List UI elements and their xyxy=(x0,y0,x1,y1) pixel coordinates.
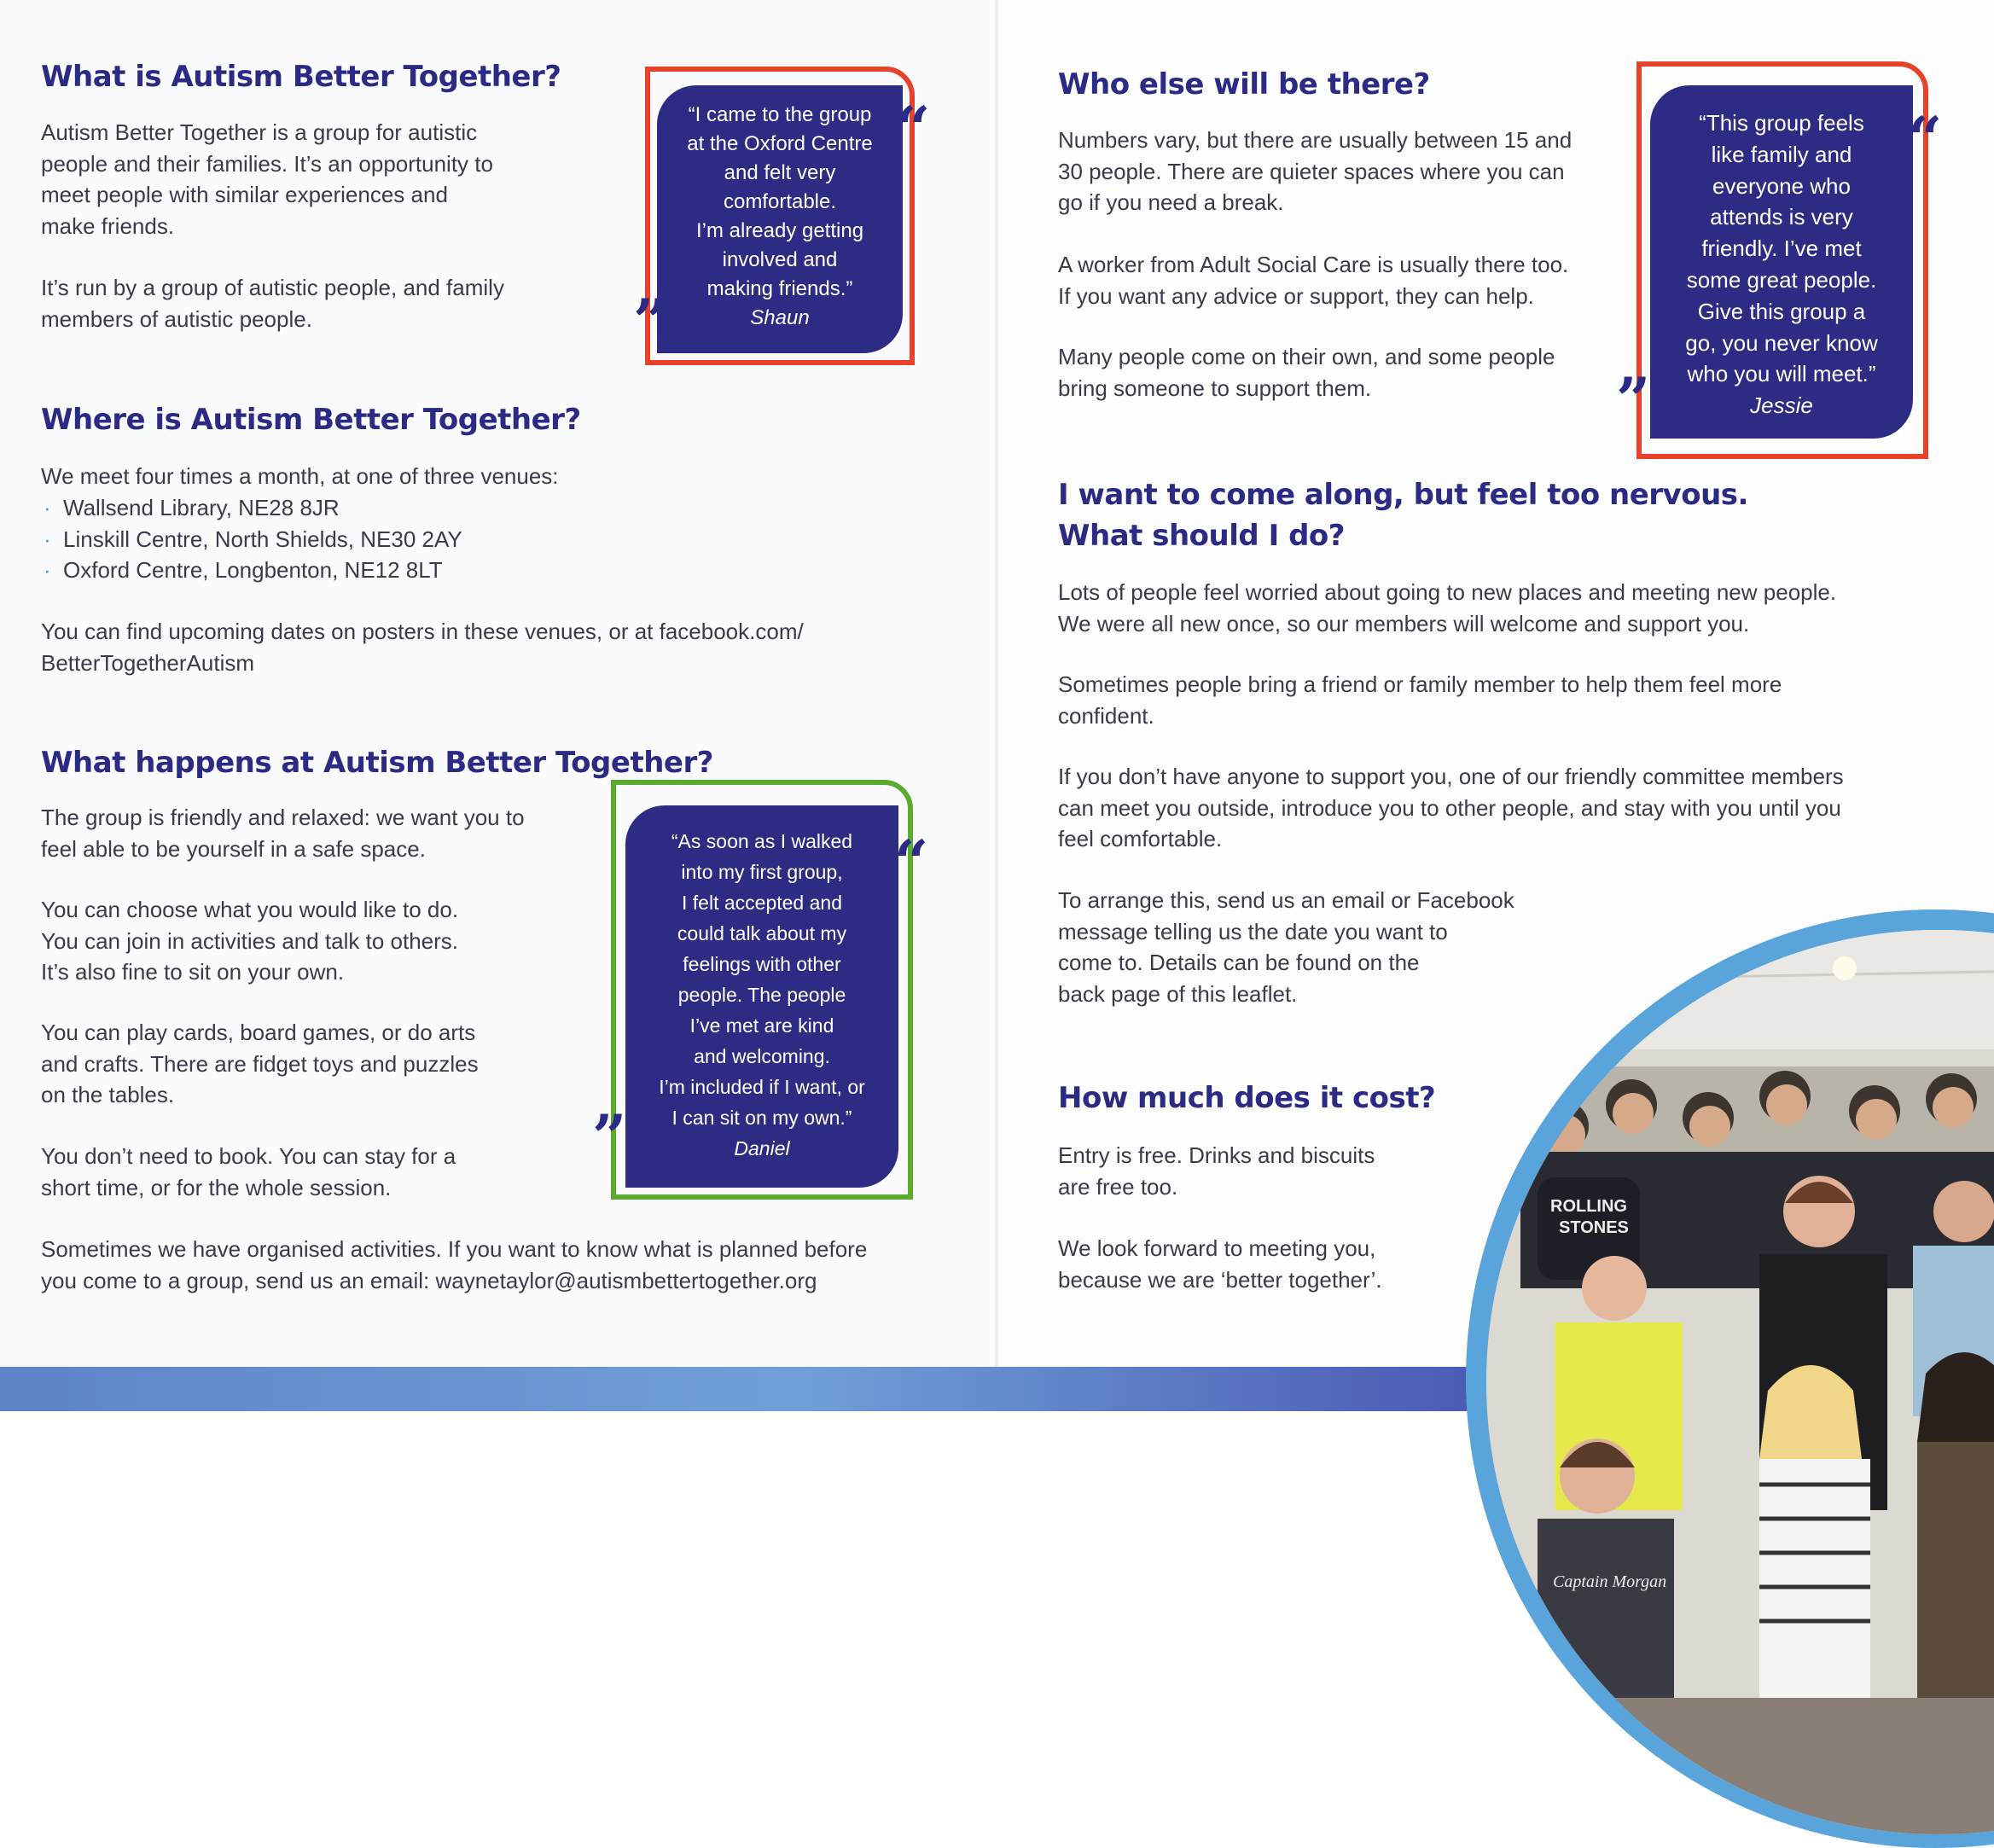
venue-item xyxy=(41,524,462,555)
text-line: meet people with similar experiences and xyxy=(41,182,448,207)
quote-line: some great people. xyxy=(1686,266,1877,293)
quote-line: could talk about my xyxy=(677,922,847,944)
who-else-paragraph-1 xyxy=(1058,125,1572,218)
text-line: Sometimes people bring a friend or family member to help them feel more xyxy=(1058,671,1782,697)
text-line: feel comfortable. xyxy=(1058,826,1223,851)
quote-line: go, you never know xyxy=(1685,329,1878,356)
quote-author: Jessie xyxy=(1750,392,1813,419)
happens-paragraph-5 xyxy=(41,1234,867,1296)
quote-line: friendly. I’ve met xyxy=(1701,235,1862,262)
text-line: message telling us the date you want to xyxy=(1058,918,1448,944)
text-line: If you want any advice or support, they can help. xyxy=(1058,282,1534,309)
quote-author: Shaun xyxy=(750,306,810,329)
heading-line: I want to come along, but feel too nervous. xyxy=(1058,478,1748,512)
text-line: A worker from Adult Social Care is usually there too. xyxy=(1058,252,1569,277)
heading-nervous xyxy=(1058,474,1748,556)
close-quote-icon: ” xyxy=(633,286,668,357)
heading-cost: How much does it cost? xyxy=(1058,1081,1436,1115)
bullet-icon: · xyxy=(44,526,51,552)
text-line: can meet you outside, introduce you to other people, and stay with you until you xyxy=(1058,794,1841,821)
nervous-paragraph-4 xyxy=(1058,885,1514,1009)
nervous-paragraph-3 xyxy=(1058,761,1844,855)
text-line: and crafts. There are fidget toys and puzzles xyxy=(41,1050,479,1077)
text-line: You can play cards, board games, or do arts xyxy=(41,1020,476,1045)
quote-line: and welcoming. xyxy=(694,1045,830,1067)
text-line: go if you need a break. xyxy=(1058,189,1284,215)
quote-line: Give this group a xyxy=(1697,298,1866,324)
page-fold xyxy=(995,0,998,1411)
happens-paragraph-3 xyxy=(41,1017,479,1111)
text-line: You can choose what you would like to do. xyxy=(41,897,459,922)
photo-text: ROLLING xyxy=(1550,1197,1627,1216)
nervous-paragraph-1 xyxy=(1058,577,1836,639)
quote-line: who you will meet.” xyxy=(1687,361,1876,387)
text-line: Many people come on their own, and some people xyxy=(1058,344,1555,369)
text-line: 30 people. There are quieter spaces where you can xyxy=(1058,158,1565,184)
quote-box-shaun xyxy=(657,85,903,353)
text-line: confident. xyxy=(1058,702,1154,729)
quote-line: “I came to the group xyxy=(688,103,872,126)
text-line: because we are ‘better together’. xyxy=(1058,1266,1382,1293)
text-line: Lots of people feel worried about going to new places and meeting new people. xyxy=(1058,579,1837,605)
text-line: You can join in activities and talk to others. xyxy=(41,927,458,954)
quote-line: and felt very xyxy=(724,161,836,184)
heading-who-else: Who else will be there? xyxy=(1058,67,1430,102)
text-line: It’s also fine to sit on your own. xyxy=(41,959,345,985)
text-line: you come to a group, send us an email: waynetaylor@autismbettertogether.org xyxy=(41,1267,817,1293)
text-line: Numbers vary, but there are usually between 15 and xyxy=(1058,127,1573,153)
quote-line: “This group feels xyxy=(1699,110,1864,136)
quote-line: I can sit on my own.” xyxy=(671,1107,852,1129)
heading-where-is: Where is Autism Better Together? xyxy=(41,403,581,437)
venue-item xyxy=(41,492,462,524)
text-line: We were all new once, so our members will welcome and support you. xyxy=(1058,610,1750,636)
quote-author: Daniel xyxy=(734,1137,790,1159)
who-else-paragraph-2 xyxy=(1058,249,1568,311)
bullet-icon: · xyxy=(44,557,51,583)
text-line: on the tables. xyxy=(41,1082,175,1107)
venue-label: Linskill Centre, North Shields, NE30 2AY xyxy=(63,526,462,552)
quote-line: I’m already getting xyxy=(695,219,864,242)
quote-line: I’m included if I want, or xyxy=(659,1076,865,1098)
quote-line: feelings with other xyxy=(683,953,841,975)
open-quote-icon: “ xyxy=(894,827,929,898)
quote-line: attends is very xyxy=(1710,204,1853,230)
text-line: people and their families. It’s an opportunity to xyxy=(41,150,493,177)
who-else-paragraph-3 xyxy=(1058,341,1555,404)
what-is-paragraph-2 xyxy=(41,272,504,334)
text-line: Sometimes we have organised activities. If you want to know what is planned before xyxy=(41,1236,868,1262)
quote-line: into my first group, xyxy=(681,861,843,883)
bullet-icon: · xyxy=(44,495,51,520)
open-quote-icon: “ xyxy=(896,93,931,164)
quote-line: I’ve met are kind xyxy=(689,1014,834,1037)
text-line: come to. Details can be found on the xyxy=(1058,950,1420,975)
quote-line: comfortable. xyxy=(723,190,837,213)
venue-list xyxy=(41,492,462,586)
happens-paragraph-1 xyxy=(41,802,525,864)
close-quote-icon: ” xyxy=(1616,364,1651,435)
text-line: Entry is free. Drinks and biscuits xyxy=(1058,1142,1375,1168)
quote-line: people. The people xyxy=(677,984,846,1006)
quote-line: at the Oxford Centre xyxy=(687,132,873,155)
text-line: bring someone to support them. xyxy=(1058,375,1372,401)
text-line: BetterTogetherAutism xyxy=(41,649,255,676)
text-line: members of autistic people. xyxy=(41,305,312,332)
text-line: You can find upcoming dates on posters in these venues, or at facebook.com/ xyxy=(41,619,804,644)
text-line: We look forward to meeting you, xyxy=(1058,1235,1376,1261)
text-line: The group is friendly and relaxed: we want you to xyxy=(41,805,525,830)
happens-paragraph-4 xyxy=(41,1141,456,1203)
text-line: make friends. xyxy=(41,212,175,239)
photo-text: Captain Morgan xyxy=(1553,1572,1667,1591)
quote-line: involved and xyxy=(722,248,838,271)
quote-line: making friends.” xyxy=(706,277,853,300)
cost-paragraph-1 xyxy=(1058,1140,1375,1202)
close-quote-icon: ” xyxy=(592,1101,627,1172)
text-line: are free too. xyxy=(1058,1173,1178,1200)
text-line: It’s run by a group of autistic people, and family xyxy=(41,275,504,300)
quote-line: I felt accepted and xyxy=(682,892,842,914)
heading-line: What should I do? xyxy=(1058,519,1345,553)
where-dates-paragraph xyxy=(41,616,804,678)
quote-line: “As soon as I walked xyxy=(671,830,853,852)
what-is-paragraph-1 xyxy=(41,117,493,241)
quote-line: like family and xyxy=(1711,141,1852,167)
text-line: back page of this leaflet. xyxy=(1058,980,1298,1007)
quote-box-daniel xyxy=(625,805,898,1188)
venue-label: Wallsend Library, NE28 8JR xyxy=(63,495,340,520)
quote-line: everyone who xyxy=(1712,172,1851,199)
photo-text: STONES xyxy=(1559,1218,1629,1237)
where-intro: We meet four times a month, at one of three venues: xyxy=(41,463,559,489)
text-line: You don’t need to book. You can stay for a xyxy=(41,1143,456,1169)
text-line: To arrange this, send us an email or Facebook xyxy=(1058,887,1514,913)
nervous-paragraph-2 xyxy=(1058,669,1782,731)
happens-paragraph-2 xyxy=(41,894,458,988)
text-line: short time, or for the whole session. xyxy=(41,1174,392,1200)
text-line: feel able to be yourself in a safe space. xyxy=(41,835,426,862)
text-line: If you don’t have anyone to support you, one of our friendly committee members xyxy=(1058,764,1844,789)
venue-item xyxy=(41,555,462,586)
open-quote-icon: “ xyxy=(1908,103,1943,174)
heading-what-happens: What happens at Autism Better Together? xyxy=(41,746,713,780)
text-line: Autism Better Together is a group for autistic xyxy=(41,119,478,145)
venue-label: Oxford Centre, Longbenton, NE12 8LT xyxy=(63,557,443,583)
heading-what-is: What is Autism Better Together? xyxy=(41,60,561,94)
quote-box-jessie xyxy=(1650,85,1913,439)
cost-paragraph-2 xyxy=(1058,1233,1382,1295)
